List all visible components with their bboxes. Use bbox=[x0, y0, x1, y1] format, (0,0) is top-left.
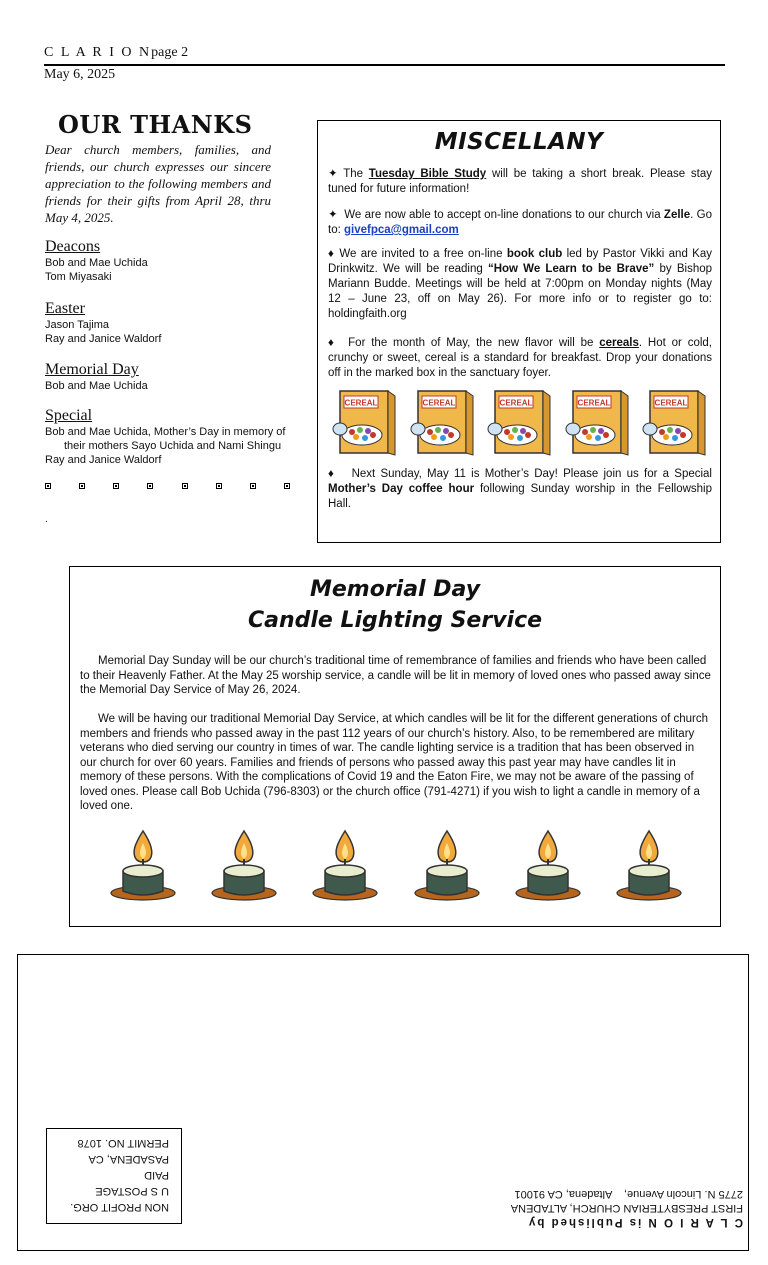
cereal-box-icon bbox=[565, 387, 631, 457]
thanks-title: OUR THANKS bbox=[58, 110, 253, 139]
permit-line: U S POSTAGE bbox=[95, 1185, 169, 1197]
svg-text:CEREAL: CEREAL bbox=[654, 398, 688, 408]
newsletter-title: C L A R I O N bbox=[44, 45, 152, 60]
emphasis: Zelle bbox=[663, 209, 691, 221]
donor-line: Bob and Mae Uchida bbox=[45, 257, 148, 269]
text: We are invited to a free on-line bbox=[339, 248, 507, 260]
newsletter-header bbox=[44, 45, 188, 61]
emphasis: cereals bbox=[599, 337, 639, 349]
thanks-section-special bbox=[45, 407, 315, 467]
text: . Hot or cold, crunchy or sweet, cereal is a standard for breakfast. Drop your donations off in the marked box in the sanctuary foyer. bbox=[328, 337, 712, 379]
star-bullet-icon: ✦ bbox=[328, 209, 338, 221]
thanks-section-deacons bbox=[45, 238, 315, 284]
donor-line: Bob and Mae Uchida, Mother’s Day in memory of bbox=[45, 426, 286, 438]
candle-icon bbox=[515, 829, 581, 905]
permit-line: PASADENA, CA bbox=[88, 1153, 169, 1165]
thanks-section-easter bbox=[45, 300, 315, 346]
trailing-period: . bbox=[45, 514, 48, 525]
donor-line: Tom Miyasaki bbox=[45, 271, 112, 283]
square-bullet-icon bbox=[113, 483, 119, 489]
memorial-subtitle: Candle Lighting Service bbox=[247, 608, 543, 633]
candle-icon bbox=[312, 829, 378, 905]
section-heading: Memorial Day bbox=[45, 361, 139, 378]
svg-text:CEREAL: CEREAL bbox=[422, 398, 455, 408]
donor-line: Jason Tajima bbox=[45, 319, 109, 331]
svg-text:CEREAL: CEREAL bbox=[499, 398, 533, 408]
candle-icon bbox=[211, 829, 277, 905]
memorial-day-box bbox=[69, 566, 721, 927]
issue-date: May 6, 2025 bbox=[44, 67, 116, 82]
misc-item-cereal-drive bbox=[328, 336, 712, 381]
memorial-paragraph: Memorial Day Sunday will be our church’s traditional time of remembrance of families and friends who have been called to their Heavenly Father. At the May 25 worship service, a candle will be lit in memory of loved ones who passed away since the Memorial Day Service of May 26, 2024. bbox=[80, 655, 711, 696]
donor-line: their mothers Sayo Uchida and Nami Shingu bbox=[64, 440, 282, 452]
text: following Sunday worship in the Fellowship Hall. bbox=[328, 483, 712, 510]
text: The bbox=[343, 168, 369, 180]
misc-item-book-club bbox=[328, 247, 712, 322]
square-bullet-icon bbox=[147, 483, 153, 489]
page-number: page 2 bbox=[151, 45, 189, 60]
square-bullet-icon bbox=[79, 483, 85, 489]
section-heading: Special bbox=[45, 407, 93, 424]
zelle-email-link[interactable]: givefpca@gmail.com bbox=[343, 224, 459, 236]
emphasis: book club bbox=[506, 248, 563, 260]
cereal-box-icon bbox=[487, 387, 553, 457]
svg-text:CEREAL: CEREAL bbox=[577, 398, 610, 408]
star-bullet-icon: ✦ bbox=[328, 168, 338, 180]
mailing-panel bbox=[17, 954, 749, 1251]
square-bullet-icon bbox=[284, 483, 290, 489]
permit-line: NON PROFIT ORG. bbox=[70, 1201, 169, 1213]
text: led by Pastor Vikki and Kay Drinkwitz. We will be reading bbox=[328, 248, 712, 275]
misc-item-bible-study bbox=[328, 167, 712, 197]
square-bullet-icon bbox=[216, 483, 222, 489]
text: Next Sunday, May 11 is Mother’s Day! Please join us for a Special bbox=[351, 468, 712, 480]
emphasis: Mother’s Day coffee hour bbox=[328, 483, 475, 495]
square-bullet-icon bbox=[45, 483, 51, 489]
square-bullet-icon bbox=[250, 483, 256, 489]
candle-icon bbox=[616, 829, 682, 905]
miscellany-box bbox=[317, 120, 721, 543]
diamond-bullet-icon: ♦ bbox=[328, 248, 335, 260]
memorial-title: Memorial Day bbox=[309, 577, 481, 602]
permit-line: PERMIT NO. 1078 bbox=[77, 1137, 169, 1149]
misc-item-mothers-day bbox=[328, 467, 712, 512]
return-address bbox=[473, 1187, 743, 1229]
text: For the month of May, the new flavor will be bbox=[348, 337, 600, 349]
donor-line: Ray and Janice Waldorf bbox=[45, 454, 162, 466]
publisher-line: C L A R I O N is Published by bbox=[526, 1216, 743, 1228]
church-name: FIRST PRESBYTERIAN CHURCH, ALTADENA bbox=[510, 1202, 743, 1214]
thanks-intro: Dear church members, families, and friends, our church expresses our sincere appreciation to the following members and friends for their gifts from April 28, thru May 4, 2025. bbox=[45, 142, 271, 225]
diamond-bullet-icon: ♦ bbox=[328, 468, 336, 480]
donor-line: Ray and Janice Waldorf bbox=[45, 333, 162, 345]
decorative-divider bbox=[45, 483, 290, 489]
memorial-paragraph: We will be having our traditional Memorial Day Service, at which candles will be lit for the different generations of church members and friends who passed away in the past 112 years of our church’s history. Also, to be remembered are military veterans who died serving our country in times of war. The candle lighting service is a tradition that has been observed in our church for over 60 years. Families and friends of persons who passed away this past year may have candles lit in memory of these persons. With the complications of Covid 19 and the Eaton Fire, we may not be aware of the passing of loved ones. Please call Bob Uchida (796-8303) or the church office (791-4271) if you wish to light a candle in memory of a loved one. bbox=[80, 713, 709, 812]
miscellany-title: MISCELLANY bbox=[434, 129, 604, 155]
text: . Go to: bbox=[328, 209, 712, 236]
section-heading: Easter bbox=[45, 300, 85, 317]
section-heading: Deacons bbox=[45, 238, 101, 255]
book-title: “How We Learn to be Brave” bbox=[487, 263, 655, 275]
cereal-box-icon bbox=[332, 387, 398, 457]
thanks-section-memorial-day bbox=[45, 361, 315, 393]
cereal-box-illustrations bbox=[332, 387, 708, 457]
church-address: 2775 N. Lincoln Avenue, Altadena, CA 91001 bbox=[514, 1188, 743, 1200]
cereal-box-icon bbox=[410, 387, 476, 457]
text: by Bishop Mariann Budde. Meetings will be held at 7:00pm on Monday nights (May 12 – June 23, off on May 26). For more info or to register go to: holdingfaith.org bbox=[328, 263, 713, 320]
svg-text:CEREAL: CEREAL bbox=[344, 398, 378, 408]
permit-line: PAID bbox=[144, 1169, 169, 1181]
diamond-bullet-icon: ♦ bbox=[328, 337, 337, 349]
candle-icon bbox=[414, 829, 480, 905]
square-bullet-icon bbox=[182, 483, 188, 489]
cereal-box-icon bbox=[642, 387, 708, 457]
misc-item-zelle bbox=[328, 208, 712, 238]
candle-illustrations bbox=[110, 829, 682, 905]
header-rule bbox=[44, 64, 725, 66]
text: We are now able to accept on-line donations to our church via bbox=[344, 209, 664, 221]
donor-line: Bob and Mae Uchida bbox=[45, 380, 148, 392]
text: will be taking a short break. Please stay tuned for future information! bbox=[328, 168, 712, 195]
emphasis: Tuesday Bible Study bbox=[368, 168, 487, 180]
candle-icon bbox=[110, 829, 176, 905]
postage-permit-box bbox=[46, 1128, 182, 1224]
